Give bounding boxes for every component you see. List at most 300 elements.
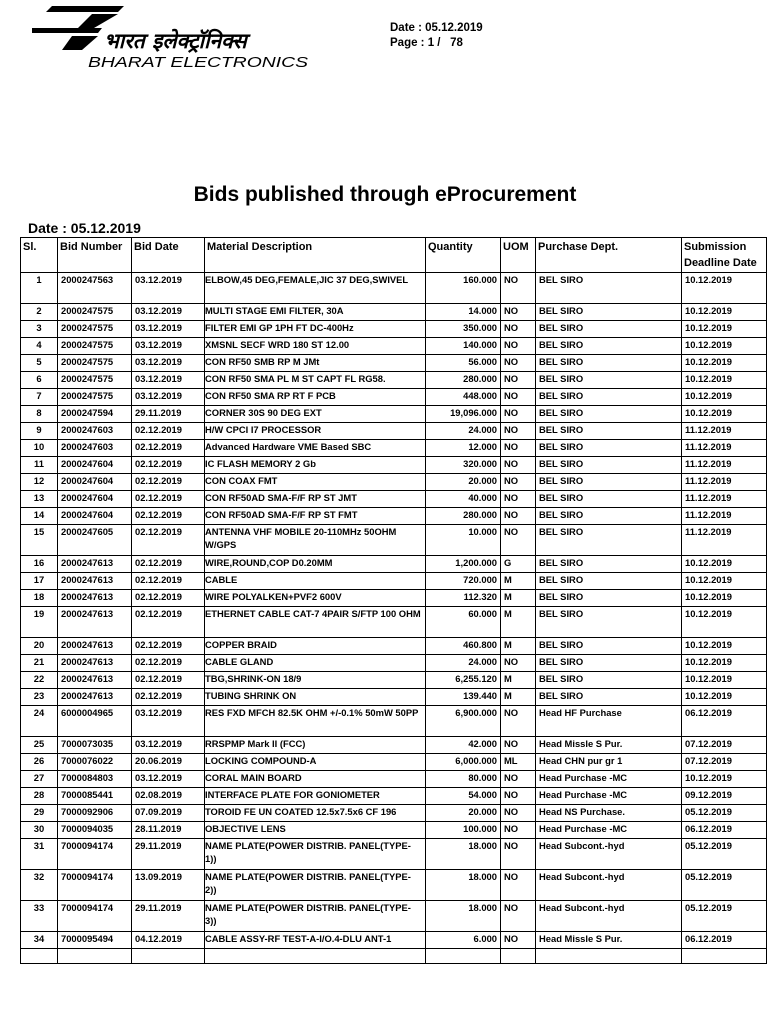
cell-sl: 23 bbox=[21, 689, 58, 706]
cell-bid-date: 02.12.2019 bbox=[132, 590, 205, 607]
table-row bbox=[21, 457, 767, 474]
cell-purchase-dept: BEL SIRO bbox=[536, 689, 682, 706]
cell-description: CORAL MAIN BOARD bbox=[205, 771, 426, 788]
cell-deadline: 09.12.2019 bbox=[682, 788, 767, 805]
cell-bid-number: 2000247613 bbox=[58, 556, 132, 573]
cell-deadline: 10.12.2019 bbox=[682, 406, 767, 423]
cell-purchase-dept: BEL SIRO bbox=[536, 491, 682, 508]
cell-quantity: 18.000 bbox=[426, 870, 501, 901]
cell-bid-number: 7000076022 bbox=[58, 754, 132, 771]
cell-purchase-dept: BEL SIRO bbox=[536, 525, 682, 556]
table-row bbox=[21, 508, 767, 525]
cell-description: CON RF50AD SMA-F/F RP ST FMT bbox=[205, 508, 426, 525]
cell-sl: 3 bbox=[21, 321, 58, 338]
cell-bid-number: 2000247575 bbox=[58, 355, 132, 372]
cell-deadline: 11.12.2019 bbox=[682, 508, 767, 525]
cell-uom: NO bbox=[501, 901, 536, 932]
cell-purchase-dept: BEL SIRO bbox=[536, 607, 682, 638]
cell-sl: 33 bbox=[21, 901, 58, 932]
cell-bid-number: 7000085441 bbox=[58, 788, 132, 805]
cell-description: ELBOW,45 DEG,FEMALE,JIC 37 DEG,SWIVEL bbox=[205, 273, 426, 304]
table-row bbox=[21, 870, 767, 901]
cell-quantity: 14.000 bbox=[426, 304, 501, 321]
table-row bbox=[21, 655, 767, 672]
table-row bbox=[21, 406, 767, 423]
col-header-bid-number: Bid Number bbox=[58, 238, 132, 273]
cell-bid-number: 2000247594 bbox=[58, 406, 132, 423]
cell-description: CON RF50 SMB RP M JMt bbox=[205, 355, 426, 372]
cell-purchase-dept: BEL SIRO bbox=[536, 273, 682, 304]
table-row bbox=[21, 737, 767, 754]
cell-quantity: 42.000 bbox=[426, 737, 501, 754]
cell-uom: NO bbox=[501, 372, 536, 389]
cell-uom: M bbox=[501, 689, 536, 706]
cell-deadline: 05.12.2019 bbox=[682, 805, 767, 822]
table-row bbox=[21, 389, 767, 406]
cell-purchase-dept: BEL SIRO bbox=[536, 406, 682, 423]
cell-description: TBG,SHRINK-ON 18/9 bbox=[205, 672, 426, 689]
cell-purchase-dept: Head Subcont.-hyd bbox=[536, 901, 682, 932]
table-row bbox=[21, 805, 767, 822]
table-row bbox=[21, 689, 767, 706]
cell-bid-number: 2000247603 bbox=[58, 440, 132, 457]
cell-deadline: 10.12.2019 bbox=[682, 389, 767, 406]
empty-cell bbox=[132, 949, 205, 964]
cell-deadline: 06.12.2019 bbox=[682, 706, 767, 737]
cell-purchase-dept: BEL SIRO bbox=[536, 321, 682, 338]
cell-description: XMSNL SECF WRD 180 ST 12.00 bbox=[205, 338, 426, 355]
cell-purchase-dept: Head Missle S Pur. bbox=[536, 932, 682, 949]
cell-bid-date: 29.11.2019 bbox=[132, 839, 205, 870]
cell-bid-number: 2000247563 bbox=[58, 273, 132, 304]
cell-uom: NO bbox=[501, 788, 536, 805]
bel-logo-mark bbox=[32, 6, 342, 70]
cell-uom: NO bbox=[501, 273, 536, 304]
table-row bbox=[21, 590, 767, 607]
cell-uom: NO bbox=[501, 508, 536, 525]
cell-bid-date: 29.11.2019 bbox=[132, 406, 205, 423]
cell-deadline: 06.12.2019 bbox=[682, 932, 767, 949]
cell-bid-date: 03.12.2019 bbox=[132, 321, 205, 338]
cell-bid-number: 2000247605 bbox=[58, 525, 132, 556]
cell-bid-date: 03.12.2019 bbox=[132, 389, 205, 406]
cell-purchase-dept: BEL SIRO bbox=[536, 457, 682, 474]
cell-quantity: 56.000 bbox=[426, 355, 501, 372]
cell-description: LOCKING COMPOUND-A bbox=[205, 754, 426, 771]
cell-sl: 21 bbox=[21, 655, 58, 672]
table-row bbox=[21, 706, 767, 737]
cell-bid-date: 02.12.2019 bbox=[132, 508, 205, 525]
table-row bbox=[21, 474, 767, 491]
cell-purchase-dept: BEL SIRO bbox=[536, 355, 682, 372]
logo-hindi-text: भारत इलेक्ट्रॉनिक्स bbox=[104, 28, 247, 53]
cell-description: ETHERNET CABLE CAT-7 4PAIR S/FTP 100 OHM bbox=[205, 607, 426, 638]
cell-description: H/W CPCI I7 PROCESSOR bbox=[205, 423, 426, 440]
cell-quantity: 10.000 bbox=[426, 525, 501, 556]
table-row bbox=[21, 423, 767, 440]
table-row bbox=[21, 556, 767, 573]
cell-quantity: 6,900.000 bbox=[426, 706, 501, 737]
cell-bid-number: 2000247613 bbox=[58, 590, 132, 607]
report-date: Date : 05.12.2019 bbox=[28, 220, 141, 236]
page-number: Page : 1 / 78 bbox=[390, 36, 463, 49]
cell-deadline: 10.12.2019 bbox=[682, 304, 767, 321]
cell-quantity: 20.000 bbox=[426, 474, 501, 491]
cell-uom: NO bbox=[501, 805, 536, 822]
cell-bid-date: 13.09.2019 bbox=[132, 870, 205, 901]
cell-description: NAME PLATE(POWER DISTRIB. PANEL(TYPE-2)) bbox=[205, 870, 426, 901]
cell-sl: 7 bbox=[21, 389, 58, 406]
cell-description: RES FXD MFCH 82.5K OHM +/-0.1% 50mW 50PP bbox=[205, 706, 426, 737]
bel-logo bbox=[32, 6, 342, 70]
cell-bid-date: 03.12.2019 bbox=[132, 706, 205, 737]
cell-sl: 8 bbox=[21, 406, 58, 423]
cell-bid-number: 2000247613 bbox=[58, 638, 132, 655]
cell-sl: 5 bbox=[21, 355, 58, 372]
cell-bid-date: 02.12.2019 bbox=[132, 655, 205, 672]
cell-description: WIRE POLYALKEN+PVF2 600V bbox=[205, 590, 426, 607]
cell-uom: NO bbox=[501, 406, 536, 423]
cell-uom: NO bbox=[501, 932, 536, 949]
empty-cell bbox=[205, 949, 426, 964]
table-row bbox=[21, 901, 767, 932]
cell-quantity: 80.000 bbox=[426, 771, 501, 788]
cell-description: RRSPMP Mark II (FCC) bbox=[205, 737, 426, 754]
cell-sl: 25 bbox=[21, 737, 58, 754]
cell-uom: ML bbox=[501, 754, 536, 771]
cell-quantity: 320.000 bbox=[426, 457, 501, 474]
table-row bbox=[21, 638, 767, 655]
cell-bid-number: 7000095494 bbox=[58, 932, 132, 949]
cell-bid-number: 2000247613 bbox=[58, 655, 132, 672]
document-title: Bids published through eProcurement bbox=[193, 183, 577, 206]
col-header-uom: UOM bbox=[501, 238, 536, 273]
cell-purchase-dept: Head Purchase -MC bbox=[536, 822, 682, 839]
cell-description: FILTER EMI GP 1PH FT DC-400Hz bbox=[205, 321, 426, 338]
cell-sl: 12 bbox=[21, 474, 58, 491]
cell-bid-date: 20.06.2019 bbox=[132, 754, 205, 771]
cell-description: MULTI STAGE EMI FILTER, 30A bbox=[205, 304, 426, 321]
cell-quantity: 720.000 bbox=[426, 573, 501, 590]
cell-description: CON RF50 SMA PL M ST CAPT FL RG58. bbox=[205, 372, 426, 389]
cell-purchase-dept: Head Subcont.-hyd bbox=[536, 839, 682, 870]
cell-purchase-dept: BEL SIRO bbox=[536, 423, 682, 440]
cell-uom: NO bbox=[501, 839, 536, 870]
cell-bid-date: 02.12.2019 bbox=[132, 638, 205, 655]
cell-bid-number: 2000247613 bbox=[58, 672, 132, 689]
cell-uom: NO bbox=[501, 706, 536, 737]
cell-uom: M bbox=[501, 672, 536, 689]
cell-uom: NO bbox=[501, 870, 536, 901]
cell-bid-date: 02.12.2019 bbox=[132, 525, 205, 556]
cell-deadline: 11.12.2019 bbox=[682, 474, 767, 491]
cell-sl: 22 bbox=[21, 672, 58, 689]
cell-quantity: 12.000 bbox=[426, 440, 501, 457]
cell-purchase-dept: Head Missle S Pur. bbox=[536, 737, 682, 754]
cell-deadline: 05.12.2019 bbox=[682, 839, 767, 870]
cell-purchase-dept: BEL SIRO bbox=[536, 655, 682, 672]
cell-deadline: 11.12.2019 bbox=[682, 525, 767, 556]
cell-description: CABLE GLAND bbox=[205, 655, 426, 672]
table-row-empty bbox=[21, 949, 767, 964]
cell-uom: M bbox=[501, 573, 536, 590]
table-row bbox=[21, 932, 767, 949]
cell-description: COPPER BRAID bbox=[205, 638, 426, 655]
cell-sl: 6 bbox=[21, 372, 58, 389]
cell-deadline: 10.12.2019 bbox=[682, 338, 767, 355]
table-row bbox=[21, 607, 767, 638]
cell-bid-date: 02.12.2019 bbox=[132, 607, 205, 638]
cell-sl: 1 bbox=[21, 273, 58, 304]
cell-sl: 4 bbox=[21, 338, 58, 355]
cell-bid-date: 02.12.2019 bbox=[132, 423, 205, 440]
cell-bid-date: 03.12.2019 bbox=[132, 338, 205, 355]
cell-purchase-dept: BEL SIRO bbox=[536, 372, 682, 389]
cell-bid-date: 02.12.2019 bbox=[132, 440, 205, 457]
cell-quantity: 448.000 bbox=[426, 389, 501, 406]
table-row bbox=[21, 771, 767, 788]
cell-sl: 28 bbox=[21, 788, 58, 805]
cell-sl: 15 bbox=[21, 525, 58, 556]
empty-cell bbox=[21, 949, 58, 964]
page-meta bbox=[390, 21, 483, 50]
cell-bid-date: 03.12.2019 bbox=[132, 737, 205, 754]
table-row bbox=[21, 273, 767, 304]
cell-uom: NO bbox=[501, 655, 536, 672]
cell-description: ANTENNA VHF MOBILE 20-110MHz 50OHM W/GPS bbox=[205, 525, 426, 556]
col-header-purchase-dept: Purchase Dept. bbox=[536, 238, 682, 273]
cell-description: WIRE,ROUND,COP D0.20MM bbox=[205, 556, 426, 573]
cell-quantity: 18.000 bbox=[426, 901, 501, 932]
cell-bid-number: 2000247613 bbox=[58, 573, 132, 590]
cell-deadline: 10.12.2019 bbox=[682, 607, 767, 638]
cell-purchase-dept: BEL SIRO bbox=[536, 508, 682, 525]
cell-uom: NO bbox=[501, 355, 536, 372]
cell-deadline: 10.12.2019 bbox=[682, 273, 767, 304]
cell-bid-number: 2000247575 bbox=[58, 304, 132, 321]
cell-deadline: 10.12.2019 bbox=[682, 556, 767, 573]
cell-description: CON RF50 SMA RP RT F PCB bbox=[205, 389, 426, 406]
table-row bbox=[21, 573, 767, 590]
cell-bid-date: 03.12.2019 bbox=[132, 355, 205, 372]
cell-bid-number: 2000247603 bbox=[58, 423, 132, 440]
cell-bid-number: 2000247613 bbox=[58, 689, 132, 706]
cell-quantity: 60.000 bbox=[426, 607, 501, 638]
cell-uom: NO bbox=[501, 440, 536, 457]
cell-bid-date: 02.12.2019 bbox=[132, 556, 205, 573]
cell-description: CON COAX FMT bbox=[205, 474, 426, 491]
cell-uom: NO bbox=[501, 321, 536, 338]
empty-cell bbox=[426, 949, 501, 964]
cell-deadline: 07.12.2019 bbox=[682, 737, 767, 754]
cell-deadline: 10.12.2019 bbox=[682, 655, 767, 672]
cell-quantity: 24.000 bbox=[426, 655, 501, 672]
cell-quantity: 6,255.120 bbox=[426, 672, 501, 689]
cell-sl: 29 bbox=[21, 805, 58, 822]
cell-sl: 13 bbox=[21, 491, 58, 508]
cell-sl: 9 bbox=[21, 423, 58, 440]
cell-sl: 30 bbox=[21, 822, 58, 839]
cell-deadline: 05.12.2019 bbox=[682, 870, 767, 901]
cell-bid-number: 2000247575 bbox=[58, 372, 132, 389]
cell-deadline: 10.12.2019 bbox=[682, 771, 767, 788]
cell-sl: 14 bbox=[21, 508, 58, 525]
cell-purchase-dept: Head Subcont.-hyd bbox=[536, 870, 682, 901]
cell-uom: NO bbox=[501, 822, 536, 839]
cell-description: NAME PLATE(POWER DISTRIB. PANEL(TYPE-3)) bbox=[205, 901, 426, 932]
cell-quantity: 6,000.000 bbox=[426, 754, 501, 771]
cell-uom: NO bbox=[501, 389, 536, 406]
empty-cell bbox=[58, 949, 132, 964]
cell-purchase-dept: BEL SIRO bbox=[536, 389, 682, 406]
cell-description: OBJECTIVE LENS bbox=[205, 822, 426, 839]
cell-purchase-dept: BEL SIRO bbox=[536, 338, 682, 355]
cell-description: TUBING SHRINK ON bbox=[205, 689, 426, 706]
cell-uom: NO bbox=[501, 338, 536, 355]
cell-bid-number: 2000247604 bbox=[58, 457, 132, 474]
cell-bid-number: 7000094174 bbox=[58, 901, 132, 932]
col-header-sl: Sl. bbox=[21, 238, 58, 273]
cell-purchase-dept: Head CHN pur gr 1 bbox=[536, 754, 682, 771]
cell-deadline: 07.12.2019 bbox=[682, 754, 767, 771]
cell-purchase-dept: BEL SIRO bbox=[536, 638, 682, 655]
cell-sl: 32 bbox=[21, 870, 58, 901]
cell-deadline: 10.12.2019 bbox=[682, 689, 767, 706]
empty-cell bbox=[682, 949, 767, 964]
cell-bid-date: 28.11.2019 bbox=[132, 822, 205, 839]
cell-quantity: 139.440 bbox=[426, 689, 501, 706]
cell-bid-date: 02.12.2019 bbox=[132, 689, 205, 706]
cell-deadline: 10.12.2019 bbox=[682, 672, 767, 689]
table-row bbox=[21, 788, 767, 805]
cell-purchase-dept: BEL SIRO bbox=[536, 590, 682, 607]
cell-quantity: 19,096.000 bbox=[426, 406, 501, 423]
cell-purchase-dept: BEL SIRO bbox=[536, 474, 682, 491]
cell-uom: M bbox=[501, 607, 536, 638]
cell-quantity: 350.000 bbox=[426, 321, 501, 338]
header-date: Date : 05.12.2019 bbox=[390, 22, 483, 34]
cell-uom: NO bbox=[501, 423, 536, 440]
cell-quantity: 18.000 bbox=[426, 839, 501, 870]
cell-quantity: 6.000 bbox=[426, 932, 501, 949]
cell-deadline: 11.12.2019 bbox=[682, 440, 767, 457]
cell-sl: 19 bbox=[21, 607, 58, 638]
cell-deadline: 06.12.2019 bbox=[682, 822, 767, 839]
cell-purchase-dept: Head HF Purchase bbox=[536, 706, 682, 737]
table-row bbox=[21, 440, 767, 457]
cell-purchase-dept: BEL SIRO bbox=[536, 573, 682, 590]
cell-bid-number: 7000084803 bbox=[58, 771, 132, 788]
empty-cell bbox=[536, 949, 682, 964]
cell-deadline: 10.12.2019 bbox=[682, 573, 767, 590]
table-row bbox=[21, 525, 767, 556]
col-header-deadline: Submission Deadline Date bbox=[682, 238, 767, 273]
cell-description: TOROID FE UN COATED 12.5x7.5x6 CF 196 bbox=[205, 805, 426, 822]
cell-deadline: 10.12.2019 bbox=[682, 372, 767, 389]
cell-deadline: 11.12.2019 bbox=[682, 491, 767, 508]
bids-table-body bbox=[21, 273, 767, 964]
cell-quantity: 1,200.000 bbox=[426, 556, 501, 573]
cell-description: INTERFACE PLATE FOR GONIOMETER bbox=[205, 788, 426, 805]
table-row bbox=[21, 304, 767, 321]
cell-bid-number: 2000247604 bbox=[58, 491, 132, 508]
cell-purchase-dept: BEL SIRO bbox=[536, 672, 682, 689]
table-row bbox=[21, 822, 767, 839]
cell-bid-number: 7000094035 bbox=[58, 822, 132, 839]
cell-quantity: 40.000 bbox=[426, 491, 501, 508]
cell-quantity: 280.000 bbox=[426, 508, 501, 525]
cell-bid-date: 07.09.2019 bbox=[132, 805, 205, 822]
cell-bid-number: 6000004965 bbox=[58, 706, 132, 737]
cell-deadline: 11.12.2019 bbox=[682, 457, 767, 474]
cell-deadline: 10.12.2019 bbox=[682, 355, 767, 372]
col-header-quantity: Quantity bbox=[426, 238, 501, 273]
cell-sl: 20 bbox=[21, 638, 58, 655]
cell-bid-date: 02.12.2019 bbox=[132, 474, 205, 491]
cell-uom: NO bbox=[501, 457, 536, 474]
cell-quantity: 112.320 bbox=[426, 590, 501, 607]
cell-uom: NO bbox=[501, 737, 536, 754]
cell-bid-date: 29.11.2019 bbox=[132, 901, 205, 932]
cell-bid-number: 2000247575 bbox=[58, 321, 132, 338]
cell-uom: M bbox=[501, 638, 536, 655]
logo-english-text: BHARAT ELECTRONICS bbox=[88, 54, 308, 70]
cell-deadline: 10.12.2019 bbox=[682, 590, 767, 607]
cell-quantity: 54.000 bbox=[426, 788, 501, 805]
cell-bid-date: 03.12.2019 bbox=[132, 304, 205, 321]
cell-description: NAME PLATE(POWER DISTRIB. PANEL(TYPE-1)) bbox=[205, 839, 426, 870]
cell-bid-number: 7000073035 bbox=[58, 737, 132, 754]
cell-sl: 27 bbox=[21, 771, 58, 788]
cell-quantity: 160.000 bbox=[426, 273, 501, 304]
cell-uom: NO bbox=[501, 474, 536, 491]
table-row bbox=[21, 338, 767, 355]
cell-sl: 34 bbox=[21, 932, 58, 949]
table-row bbox=[21, 372, 767, 389]
cell-bid-number: 2000247604 bbox=[58, 474, 132, 491]
table-row bbox=[21, 321, 767, 338]
cell-deadline: 10.12.2019 bbox=[682, 638, 767, 655]
cell-uom: NO bbox=[501, 491, 536, 508]
cell-purchase-dept: Head Purchase -MC bbox=[536, 788, 682, 805]
col-header-description: Material Description bbox=[205, 238, 426, 273]
cell-purchase-dept: BEL SIRO bbox=[536, 304, 682, 321]
cell-deadline: 11.12.2019 bbox=[682, 423, 767, 440]
cell-bid-number: 2000247604 bbox=[58, 508, 132, 525]
cell-description: Advanced Hardware VME Based SBC bbox=[205, 440, 426, 457]
cell-bid-date: 03.12.2019 bbox=[132, 771, 205, 788]
cell-bid-number: 7000094174 bbox=[58, 870, 132, 901]
cell-sl: 26 bbox=[21, 754, 58, 771]
cell-purchase-dept: Head Purchase -MC bbox=[536, 771, 682, 788]
cell-sl: 11 bbox=[21, 457, 58, 474]
table-row bbox=[21, 839, 767, 870]
table-row bbox=[21, 754, 767, 771]
cell-quantity: 20.000 bbox=[426, 805, 501, 822]
cell-sl: 2 bbox=[21, 304, 58, 321]
cell-bid-number: 2000247575 bbox=[58, 338, 132, 355]
cell-purchase-dept: BEL SIRO bbox=[536, 556, 682, 573]
cell-quantity: 100.000 bbox=[426, 822, 501, 839]
cell-bid-number: 7000094174 bbox=[58, 839, 132, 870]
cell-uom: G bbox=[501, 556, 536, 573]
cell-bid-number: 2000247575 bbox=[58, 389, 132, 406]
cell-quantity: 460.800 bbox=[426, 638, 501, 655]
empty-cell bbox=[501, 949, 536, 964]
cell-bid-date: 02.12.2019 bbox=[132, 672, 205, 689]
cell-bid-date: 02.08.2019 bbox=[132, 788, 205, 805]
cell-uom: NO bbox=[501, 525, 536, 556]
